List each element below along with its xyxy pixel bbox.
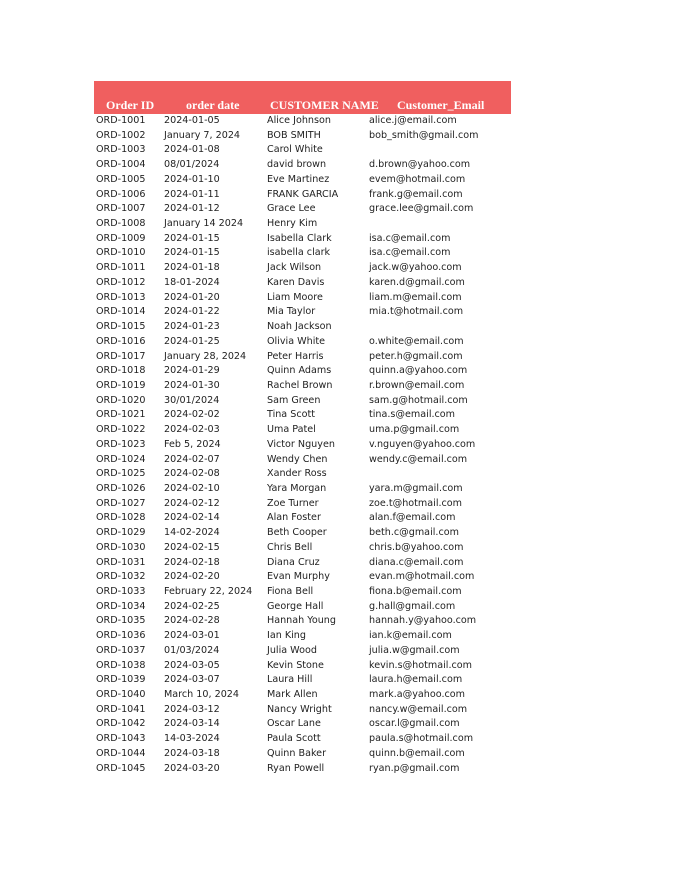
table-row [94,129,511,144]
customer-name-cell: Diana Cruz [267,556,320,568]
customer-name-cell: Nancy Wright [267,703,332,715]
customer-name-cell: Uma Patel [267,424,316,436]
order-date-cell: 08/01/2024 [164,159,220,171]
column-header-customer-name: CUSTOMER NAME [270,98,379,112]
order-id-cell: ORD-1031 [96,556,146,568]
order-date-cell: 2024-03-01 [164,630,220,642]
order-date-cell: 2024-01-29 [164,365,220,377]
customer-name-cell: Grace Lee [267,203,316,215]
customer-email-cell: g.hall@gmail.com [369,600,456,612]
customer-email-cell: zoe.t@hotmail.com [369,497,463,509]
order-id-cell: ORD-1016 [96,335,146,347]
order-id-cell: ORD-1038 [96,659,146,671]
order-id-cell: ORD-1036 [96,630,146,642]
customer-email-cell: diana.c@email.com [369,556,464,568]
order-id-cell: ORD-1003 [96,144,146,156]
table-row [94,143,511,158]
customer-name-cell: Beth Cooper [267,527,327,539]
table-row [94,747,511,762]
order-date-cell: Feb 5, 2024 [164,438,221,450]
order-id-cell: ORD-1033 [96,586,146,597]
table-row [94,600,511,615]
customer-email-cell: kevin.s@hotmail.com [369,659,472,671]
table-row [94,408,511,423]
customer-name-cell: Xander Ross [267,468,327,480]
customer-email-cell: r.brown@email.com [369,379,465,391]
customer-email-cell: paula.s@hotmail.com [369,733,474,745]
order-date-cell: 2024-02-08 [164,468,220,480]
customer-name-cell: Henry Kim [267,218,318,230]
customer-name-cell: david brown [267,159,327,171]
customer-name-cell: Evan Murphy [267,571,330,583]
table-row [94,246,511,261]
table-row [94,350,511,365]
customer-name-cell: Alice Johnson [267,115,331,126]
order-date-cell: January 7, 2024 [164,129,241,141]
order-id-cell: ORD-1017 [96,350,146,362]
customer-email-cell: karen.d@gmail.com [369,276,465,288]
customer-name-cell: Eve Martinez [267,173,330,185]
table-row [94,423,511,438]
customer-name-cell: Olivia White [267,335,326,347]
table-row [94,305,511,320]
customer-email-cell: beth.c@gmail.com [369,527,459,539]
order-id-cell: ORD-1028 [96,512,146,524]
order-id-cell: ORD-1021 [96,409,146,421]
order-id-cell: ORD-1027 [96,497,146,509]
customer-email-cell: alice.j@email.com [369,115,457,126]
order-date-cell: 2024-02-20 [164,571,220,583]
customer-name-cell: George Hall [267,600,324,612]
order-id-cell: ORD-1001 [96,115,146,126]
order-date-cell: 2024-03-07 [164,674,220,686]
customer-email-cell: bob_smith@gmail.com [369,129,479,141]
order-id-cell: ORD-1013 [96,291,146,303]
table-row [94,320,511,335]
customer-name-cell: Laura Hill [267,674,313,686]
customer-email-cell: nancy.w@email.com [369,703,468,715]
table-row [94,335,511,350]
order-date-cell: 30/01/2024 [164,394,220,406]
customer-name-cell: Hannah Young [267,615,336,627]
order-date-cell: 2024-02-03 [164,424,220,436]
order-id-cell: ORD-1043 [96,733,146,745]
order-id-cell: ORD-1011 [96,262,146,274]
orders-table [94,81,511,776]
order-id-cell: ORD-1032 [96,571,146,583]
column-header-order-id: Order ID [106,98,155,112]
table-row [94,453,511,468]
order-date-cell: 2024-02-28 [164,615,220,627]
customer-name-cell: Ian King [267,630,306,642]
table-row [94,173,511,188]
order-id-cell: ORD-1040 [96,689,146,701]
order-id-cell: ORD-1018 [96,365,146,377]
order-date-cell: 2024-01-23 [164,321,220,333]
table-row [94,364,511,379]
order-id-cell: ORD-1009 [96,232,146,244]
order-id-cell: ORD-1015 [96,321,146,333]
customer-name-cell: Kevin Stone [267,659,324,671]
table-row [94,261,511,276]
table-header-row [94,81,511,114]
order-date-cell: 2024-01-15 [164,247,220,259]
customer-name-cell: Zoe Turner [267,497,319,509]
customer-email-cell: quinn.a@yahoo.com [369,365,468,377]
order-id-cell: ORD-1014 [96,306,146,318]
order-date-cell: 2024-03-18 [164,747,220,759]
order-date-cell: January 14 2024 [164,218,244,230]
order-date-cell: 18-01-2024 [164,276,220,288]
customer-name-cell: Alan Foster [267,512,321,524]
customer-email-cell: peter.h@gmail.com [369,350,463,362]
customer-email-cell: alan.f@email.com [369,512,456,524]
customer-email-cell: isa.c@email.com [369,247,451,259]
customer-name-cell: Victor Nguyen [267,438,335,450]
order-date-cell: January 28, 2024 [164,350,247,362]
customer-name-cell: Chris Bell [267,541,313,553]
customer-email-cell: uma.p@gmail.com [369,424,460,436]
customer-name-cell: Rachel Brown [267,379,333,391]
customer-name-cell: Julia Wood [267,644,317,656]
customer-email-cell: wendy.c@email.com [369,453,468,465]
customer-name-cell: Quinn Baker [267,747,327,759]
order-id-cell: ORD-1004 [96,159,146,171]
customer-email-cell: frank.g@email.com [369,188,463,200]
customer-name-cell: Sam Green [267,394,321,406]
table-row [94,659,511,674]
order-id-cell: ORD-1025 [96,468,146,480]
table-row [94,703,511,718]
table-row [94,394,511,409]
order-date-cell: 14-02-2024 [164,527,220,539]
table-row [94,644,511,659]
column-header-order-date: order date [186,98,240,112]
order-date-cell: 2024-03-12 [164,703,220,715]
order-date-cell: 2024-01-25 [164,335,220,347]
customer-email-cell: grace.lee@gmail.com [369,203,474,215]
order-date-cell: 2024-01-11 [164,188,220,200]
order-date-cell: 2024-02-18 [164,556,220,568]
table-row [94,541,511,556]
customer-email-cell: chris.b@yahoo.com [369,541,464,553]
table-row [94,202,511,217]
order-date-cell: 2024-01-20 [164,291,220,303]
table-row [94,629,511,644]
customer-name-cell: Wendy Chen [267,453,328,465]
order-date-cell: 2024-02-14 [164,512,220,524]
table-row [94,379,511,394]
table-row [94,438,511,453]
customer-name-cell: Tina Scott [267,409,315,421]
order-id-cell: ORD-1035 [96,615,146,627]
table-row [94,114,511,129]
customer-name-cell: Ryan Powell [267,762,325,774]
order-date-cell: February 22, 2024 [164,586,253,597]
order-id-cell: ORD-1020 [96,394,146,406]
table-row [94,467,511,482]
order-date-cell: 2024-02-02 [164,409,220,421]
customer-name-cell: Yara Morgan [267,482,327,494]
table-row [94,526,511,541]
order-id-cell: ORD-1041 [96,703,146,715]
order-id-cell: ORD-1007 [96,203,146,215]
customer-name-cell: Peter Harris [267,350,324,362]
order-id-cell: ORD-1034 [96,600,146,612]
customer-email-cell: o.white@email.com [369,335,464,347]
table-row [94,717,511,732]
customer-name-cell: Carol White [267,144,323,156]
customer-email-cell: mia.t@hotmail.com [369,306,464,318]
table-row [94,762,511,777]
order-id-cell: ORD-1019 [96,379,146,391]
table-row [94,217,511,232]
table-row [94,158,511,173]
order-id-cell: ORD-1029 [96,527,146,539]
order-date-cell: 2024-01-18 [164,262,220,274]
customer-name-cell: Quinn Adams [267,365,332,377]
table-row [94,482,511,497]
order-date-cell: 2024-01-10 [164,173,220,185]
customer-name-cell: Fiona Bell [267,586,314,597]
customer-email-cell: fiona.b@email.com [369,586,462,597]
column-header-customer-email: Customer_Email [397,98,485,112]
customer-name-cell: Mia Taylor [267,306,316,318]
customer-name-cell: Jack Wilson [267,262,322,274]
order-date-cell: 2024-01-30 [164,379,220,391]
customer-name-cell: Paula Scott [267,733,321,745]
table-row [94,732,511,747]
customer-email-cell: julia.w@gmail.com [369,644,460,656]
order-id-cell: ORD-1008 [96,218,146,230]
table-row [94,291,511,306]
order-id-cell: ORD-1006 [96,188,146,200]
order-id-cell: ORD-1002 [96,129,146,141]
order-date-cell: 2024-02-12 [164,497,220,509]
customer-name-cell: Mark Allen [267,689,318,701]
order-date-cell: 14-03-2024 [164,733,220,745]
order-date-cell: 2024-01-08 [164,144,220,156]
table-row [94,497,511,512]
order-id-cell: ORD-1044 [96,747,146,759]
order-date-cell: 2024-03-20 [164,762,220,774]
order-id-cell: ORD-1037 [96,644,146,656]
customer-name-cell: BOB SMITH [267,129,321,141]
order-date-cell: 2024-03-05 [164,659,220,671]
customer-email-cell: sam.g@hotmail.com [369,394,468,406]
order-id-cell: ORD-1045 [96,762,146,774]
order-id-cell: ORD-1030 [96,541,146,553]
customer-email-cell: hannah.y@yahoo.com [369,615,477,627]
table-row [94,585,511,600]
table-row [94,614,511,629]
order-date-cell: 2024-01-12 [164,203,220,215]
customer-email-cell: mark.a@yahoo.com [369,689,465,701]
order-date-cell: 2024-02-10 [164,482,220,494]
order-id-cell: ORD-1010 [96,247,146,259]
table-row [94,511,511,526]
customer-name-cell: Karen Davis [267,276,325,288]
table-body [94,114,511,776]
customer-email-cell: evem@hotmail.com [369,173,466,185]
customer-email-cell: ryan.p@gmail.com [369,762,460,774]
table-row [94,188,511,203]
customer-name-cell: FRANK GARCIA [267,188,339,200]
order-date-cell: 2024-02-25 [164,600,220,612]
order-id-cell: ORD-1023 [96,438,146,450]
order-id-cell: ORD-1039 [96,674,146,686]
order-id-cell: ORD-1022 [96,424,146,436]
table-row [94,570,511,585]
customer-name-cell: Liam Moore [267,291,323,303]
table-row [94,556,511,571]
order-id-cell: ORD-1042 [96,718,146,730]
customer-email-cell: evan.m@hotmail.com [369,571,475,583]
customer-email-cell: liam.m@email.com [369,291,462,303]
table-row [94,276,511,291]
customer-email-cell: v.nguyen@yahoo.com [369,438,476,450]
customer-email-cell: laura.h@email.com [369,674,463,686]
customer-email-cell: ian.k@email.com [369,630,452,642]
customer-name-cell: isabella clark [267,247,331,259]
order-id-cell: ORD-1026 [96,482,146,494]
order-date-cell: 2024-01-15 [164,232,220,244]
order-date-cell: March 10, 2024 [164,689,240,701]
customer-email-cell: tina.s@email.com [369,409,456,421]
order-date-cell: 2024-01-22 [164,306,220,318]
table-row [94,688,511,703]
order-date-cell: 2024-02-15 [164,541,220,553]
customer-email-cell: jack.w@yahoo.com [369,262,462,274]
customer-email-cell: oscar.l@gmail.com [369,718,460,730]
order-date-cell: 2024-03-14 [164,718,220,730]
customer-email-cell: d.brown@yahoo.com [369,159,471,171]
order-id-cell: ORD-1012 [96,276,146,288]
customer-email-cell: quinn.b@email.com [369,747,465,759]
order-id-cell: ORD-1024 [96,453,146,465]
customer-email-cell: isa.c@email.com [369,232,451,244]
customer-name-cell: Oscar Lane [267,718,321,730]
order-date-cell: 2024-02-07 [164,453,220,465]
order-date-cell: 01/03/2024 [164,644,220,656]
customer-name-cell: Noah Jackson [267,321,332,333]
table-row [94,673,511,688]
order-date-cell: 2024-01-05 [164,115,220,126]
table-row [94,232,511,247]
order-id-cell: ORD-1005 [96,173,146,185]
customer-email-cell: yara.m@gmail.com [369,482,463,494]
customer-name-cell: Isabella Clark [267,232,332,244]
